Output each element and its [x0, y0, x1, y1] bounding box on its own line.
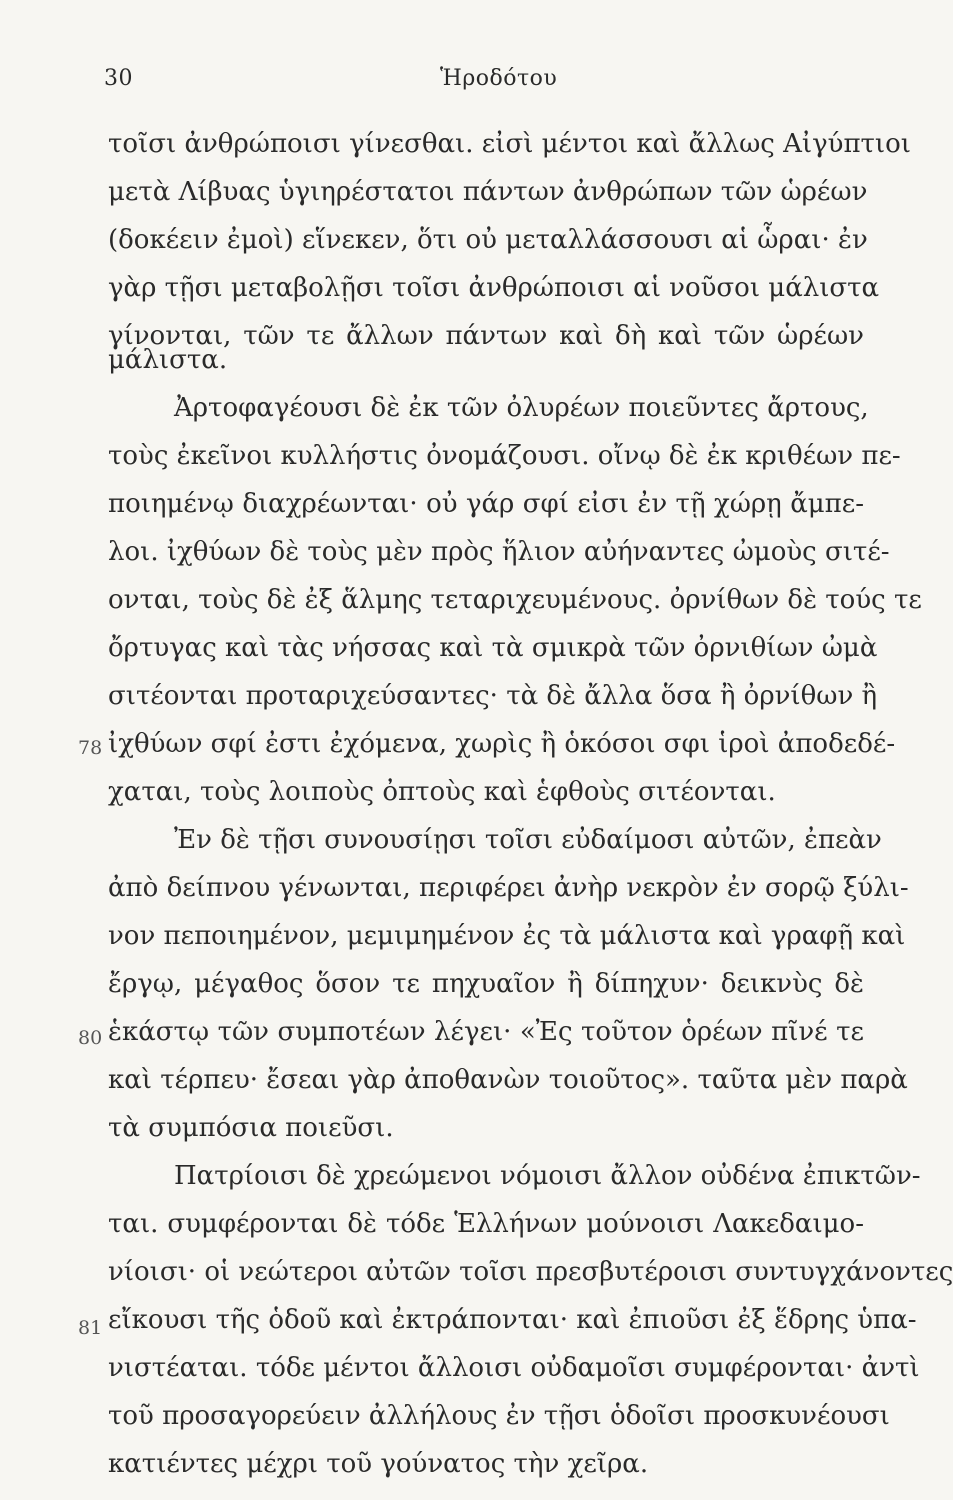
- text-line: ποιημένῳ διαχρέωνται· οὐ γάρ σφί εἰσι ἐν τῇ χώρῃ ἄμπε-: [108, 489, 864, 519]
- text-line: ὄρτυγας καὶ τὰς νήσσας καὶ τὰ σμικρὰ τῶν ὀρνιθίων ὠμὰ: [108, 633, 878, 663]
- text-line: νον πεποιημένον, μεμιμημένον ἐς τὰ μάλιστα καὶ γραφῇ καὶ: [108, 921, 906, 951]
- text-line: σιτέονται προταριχεύσαντες· τὰ δὲ ἄλλα ὅσα ἢ ὀρνίθων ἢ: [108, 681, 878, 711]
- text-line: Ἀρτοφαγέουσι δὲ ἐκ τῶν ὀλυρέων ποιεῦντες ἄρτους,: [174, 393, 869, 423]
- text-line: γίνονται, τῶν τε ἄλλων πάντων καὶ δὴ καὶ τῶν ὡρέων: [108, 321, 864, 351]
- text-line: ἔργῳ, μέγαθος ὅσον τε πηχυαῖον ἢ δίπηχυν· δεικνὺς δὲ: [108, 969, 864, 999]
- running-title: Ἡροδότου: [440, 66, 558, 91]
- text-line: τοῦ προσαγορεύειν ἀλλήλους ἐν τῇσι ὁδοῖσι προσκυνέουσι: [108, 1401, 890, 1431]
- text-line: μάλιστα.: [108, 345, 228, 375]
- text-line: τὰ συμπόσια ποιεῦσι.: [108, 1113, 394, 1143]
- text-line: ονται, τοὺς δὲ ἐξ ἅλμης τεταριχευμένους. ὀρνίθων δὲ τούς τε: [108, 585, 922, 615]
- text-line: (δοκέειν ἐμοὶ) εἵνεκεν, ὅτι οὐ μεταλλάσσουσι αἱ ὧραι· ἐν: [108, 225, 868, 255]
- text-line: ἑκάστῳ τῶν συμποτέων λέγει· «Ἐς τοῦτον ὁρέων πῖνέ τε: [108, 1017, 864, 1047]
- text-line: τοὺς ἐκεῖνοι κυλλήστις ὀνομάζουσι. οἴνῳ δὲ ἐκ κριθέων πε-: [108, 441, 901, 471]
- text-line: Ἐν δὲ τῇσι συνουσίῃσι τοῖσι εὐδαίμοσι αὐτῶν, ἐπεὰν: [174, 825, 882, 855]
- text-line: κατιέντες μέχρι τοῦ γούνατος τὴν χεῖρα.: [108, 1449, 649, 1479]
- section-number-81: 81: [78, 1317, 103, 1339]
- text-line: ἀπὸ δείπνου γένωνται, περιφέρει ἀνὴρ νεκρὸν ἐν σορῷ ξύλι-: [108, 873, 909, 903]
- text-line: καὶ τέρπευ· ἔσεαι γὰρ ἀποθανὼν τοιοῦτος». ταῦτα μὲν παρὰ: [108, 1065, 908, 1095]
- text-line: ται. συμφέρονται δὲ τόδε Ἑλλήνων μούνοισι Λακεδαιμο-: [108, 1209, 864, 1239]
- text-line: λοι. ἰχθύων δὲ τοὺς μὲν πρὸς ἥλιον αὐήναντες ὠμοὺς σιτέ-: [108, 537, 890, 567]
- section-number-78: 78: [78, 737, 103, 759]
- text-line: τοῖσι ἀνθρώποισι γίνεσθαι. εἰσὶ μέντοι καὶ ἄλλως Αἰγύπτιοι: [108, 129, 911, 159]
- text-line: γὰρ τῇσι μεταβολῇσι τοῖσι ἀνθρώποισι αἱ νοῦσοι μάλιστα: [108, 273, 880, 303]
- text-line: μετὰ Λίβυας ὑγιηρέστατοι πάντων ἀνθρώπων τῶν ὡρέων: [108, 177, 868, 207]
- text-line: εἴκουσι τῆς ὁδοῦ καὶ ἐκτράπονται· καὶ ἐπιοῦσι ἐξ ἕδρης ὑπα-: [108, 1305, 917, 1335]
- text-line: χαται, τοὺς λοιποὺς ὀπτοὺς καὶ ἑφθοὺς σιτέονται.: [108, 777, 776, 807]
- text-line: νίοισι· οἱ νεώτεροι αὐτῶν τοῖσι πρεσβυτέροισι συντυγχάνοντες: [108, 1257, 953, 1287]
- text-line: νιστέαται. τόδε μέντοι ἄλλοισι οὐδαμοῖσι συμφέρονται· ἀντὶ: [108, 1353, 920, 1383]
- page-number: 30: [104, 66, 133, 91]
- text-line: ἰχθύων σφί ἐστι ἐχόμενα, χωρὶς ἢ ὁκόσοι σφι ἱροὶ ἀποδεδέ-: [108, 729, 896, 759]
- section-number-80: 80: [78, 1027, 103, 1049]
- text-line: Πατρίοισι δὲ χρεώμενοι νόμοισι ἄλλον οὐδένα ἐπικτῶν-: [174, 1161, 921, 1191]
